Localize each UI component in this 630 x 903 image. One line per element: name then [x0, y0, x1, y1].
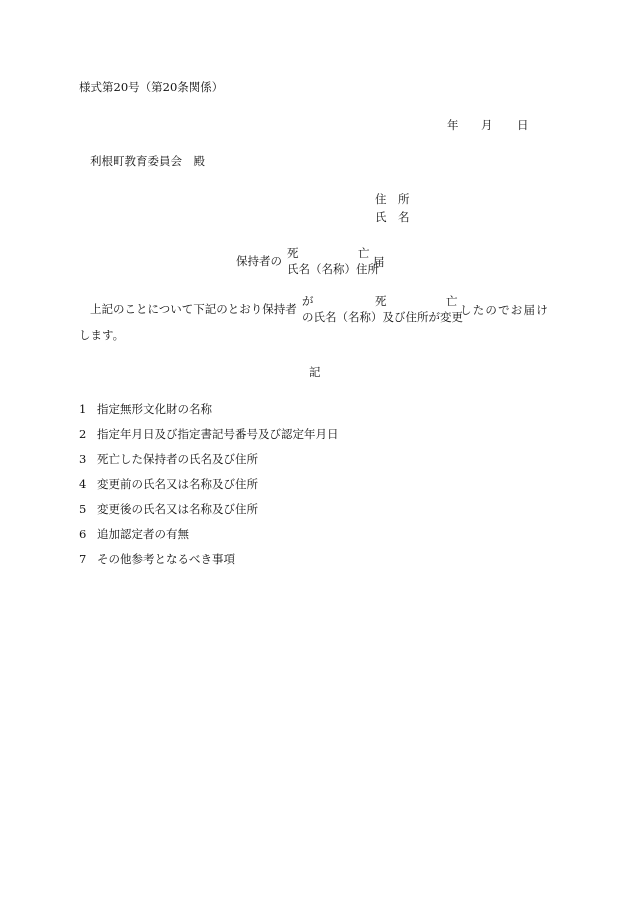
applicant-name-label: 氏 名: [375, 210, 410, 224]
body-tail: したのでお届け: [460, 303, 549, 317]
applicant-address-label: 住 所: [375, 192, 410, 206]
list-item: [79, 479, 258, 491]
date-month-label: 月: [481, 118, 493, 132]
item-number: 5: [79, 502, 87, 516]
title-option-death-right: 亡: [358, 246, 370, 260]
list-item: [79, 429, 339, 441]
body-option-death-left: 死: [375, 294, 387, 308]
item-number: 2: [79, 427, 87, 441]
item-text: 指定年月日及び指定書記号番号及び認定年月日: [97, 427, 339, 441]
list-item: [79, 554, 235, 566]
item-text: その他参考となるべき事項: [97, 552, 235, 566]
item-text: 追加認定者の有無: [97, 527, 189, 541]
title-prefix: 保持者の: [236, 254, 282, 268]
date-year-label: 年: [447, 118, 459, 132]
item-text: 死亡した保持者の氏名及び住所: [97, 452, 258, 466]
body-option-ga: が: [302, 294, 314, 308]
body-option-death-right: 亡: [446, 294, 458, 308]
list-item: [79, 504, 258, 516]
body-option-change: の氏名（名称）及び住所が変更: [302, 310, 463, 324]
body-line-2: します。: [79, 328, 125, 342]
item-text: 指定無形文化財の名称: [97, 402, 212, 416]
list-item: [79, 404, 212, 416]
item-number: 3: [79, 452, 87, 466]
list-item: [79, 454, 258, 466]
body-lead: 上記のことについて下記のとおり保持者: [90, 302, 297, 316]
item-number: 1: [79, 402, 87, 416]
list-item: [79, 529, 189, 541]
title-suffix: 届: [373, 255, 385, 269]
item-text: 変更後の氏名又は名称及び住所: [97, 502, 258, 516]
title-option-death-left: 死: [287, 246, 299, 260]
title-option-change: 氏名（名称）住所: [287, 262, 379, 276]
item-text: 変更前の氏名又は名称及び住所: [97, 477, 258, 491]
item-number: 6: [79, 527, 87, 541]
form-number: 様式第20号（第20条関係）: [79, 80, 224, 94]
recipient: 利根町教育委員会 殿: [90, 154, 205, 168]
date-day-label: 日: [517, 118, 529, 132]
ki-heading: 記: [309, 365, 321, 379]
item-number: 7: [79, 552, 87, 566]
item-number: 4: [79, 477, 87, 491]
